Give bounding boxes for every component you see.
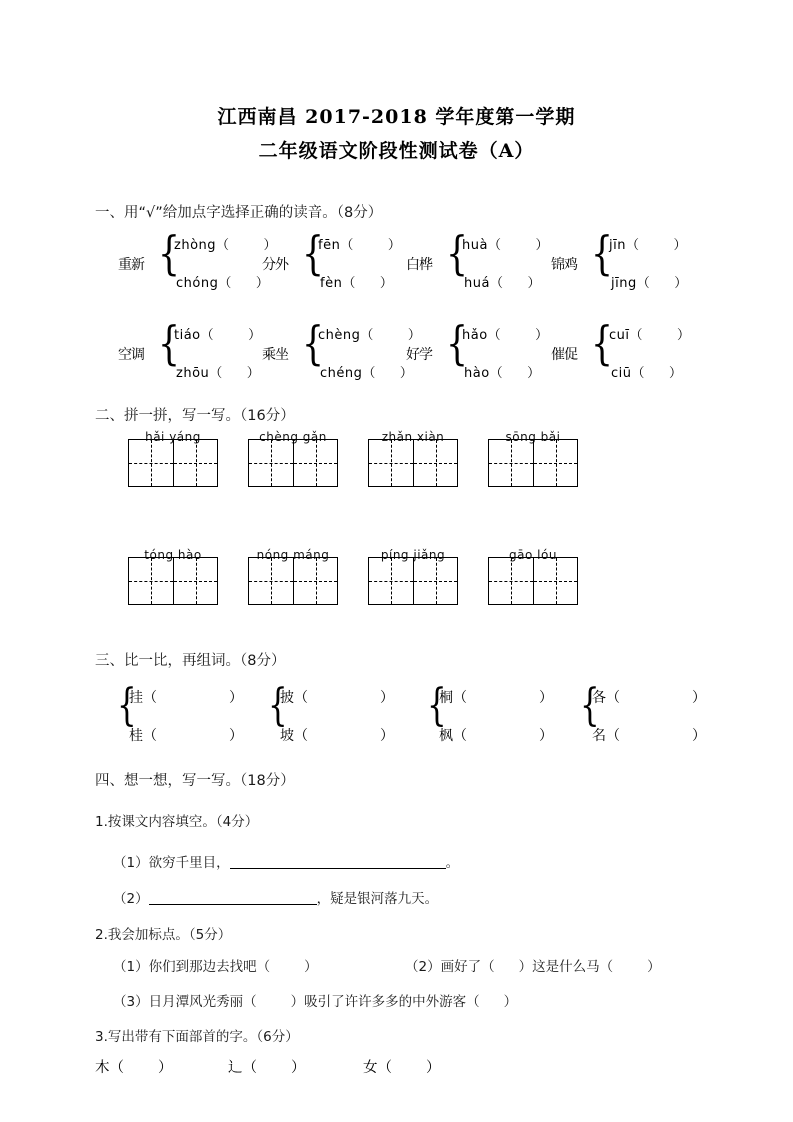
compare-char-top[interactable]: 各（ ） (592, 690, 706, 706)
tianzige-cell[interactable] (369, 558, 413, 604)
compare-char-group (117, 680, 267, 745)
write-box-group (128, 548, 218, 603)
radical-item-woman (363, 1056, 441, 1077)
section-4-sub2-heading: 2.我会加标点。（5分） (95, 927, 232, 943)
punctuation-question-2 (405, 955, 661, 975)
pinyin-option-top[interactable]: jīn（ ） (609, 238, 687, 253)
write-box-pinyin: nóng máng (256, 548, 330, 562)
fill-blank-question-2 (113, 887, 438, 907)
tianzige-cell[interactable] (173, 440, 217, 486)
pinyin-choice-group (551, 318, 721, 388)
pinyin-option-top[interactable]: chèng（ ） (318, 328, 422, 343)
question-text: （1）欲穷千里目， (113, 855, 230, 871)
tianzige-cell[interactable] (413, 558, 457, 604)
brace-icon: { (158, 316, 180, 370)
tianzige-grid[interactable] (368, 557, 458, 605)
pinyin-group-word: 重新 (118, 257, 144, 273)
write-box-pinyin: tóng hào (144, 548, 202, 562)
write-box-group (368, 430, 458, 485)
brace-icon: { (302, 226, 324, 280)
radical-item-wood (95, 1056, 173, 1077)
section-4-sub3-heading: 3.写出带有下面部首的字。（6分） (95, 1029, 299, 1045)
write-box-group (368, 548, 458, 603)
pinyin-option-bottom[interactable]: chóng（ ） (176, 276, 270, 291)
compare-char-top[interactable]: 披（ ） (280, 690, 394, 706)
pinyin-option-top[interactable]: hǎo（ ） (462, 328, 549, 343)
radical-char: 辶（ (228, 1060, 257, 1076)
brace-icon: { (580, 680, 600, 731)
punctuation-question-1 (113, 955, 318, 975)
title-line-1: 江西南昌 2017-2018 学年度第一学期 (217, 106, 576, 128)
compare-char-bottom[interactable]: 枫（ ） (439, 728, 553, 744)
paren-close: ） (158, 1060, 173, 1076)
section-3-heading: 三、比一比，再组词。（8分） (95, 653, 286, 669)
page-title (0, 100, 793, 168)
tianzige-cell[interactable] (249, 440, 293, 486)
tianzige-cell[interactable] (249, 558, 293, 604)
pinyin-option-top[interactable]: cuī（ ） (609, 328, 691, 343)
tianzige-cell[interactable] (129, 440, 173, 486)
tianzige-grid[interactable] (488, 557, 578, 605)
compare-char-top[interactable]: 桐（ ） (439, 690, 553, 706)
brace-icon: { (117, 680, 137, 731)
write-box-group (128, 430, 218, 485)
pinyin-group-word: 分外 (262, 257, 288, 273)
tianzige-cell[interactable] (489, 558, 533, 604)
compare-char-group (427, 680, 577, 745)
question-text: （2）画好了（ (405, 959, 495, 975)
tianzige-grid[interactable] (128, 439, 218, 487)
brace-icon: { (591, 316, 613, 370)
fill-blank-question-1 (113, 851, 459, 871)
question-text: （3）日月潭风光秀丽（ (113, 994, 257, 1010)
radical-char: 女（ (363, 1060, 392, 1076)
brace-icon: { (302, 316, 324, 370)
question-text: （1）你们到那边去找吧（ (113, 959, 271, 975)
pinyin-option-bottom[interactable]: ciū（ ） (611, 366, 683, 381)
pinyin-option-top[interactable]: zhòng（ ） (174, 238, 278, 253)
pinyin-option-top[interactable]: fēn（ ） (318, 238, 402, 253)
question-text-mid: ）这是什么马（ (518, 959, 614, 975)
tianzige-cell[interactable] (533, 440, 577, 486)
brace-icon: { (446, 316, 468, 370)
brace-icon: { (268, 680, 288, 731)
pinyin-option-bottom[interactable]: huá（ ） (464, 276, 541, 291)
tianzige-grid[interactable] (368, 439, 458, 487)
paren-close: ） (304, 959, 318, 975)
pinyin-group-word: 乘坐 (262, 347, 288, 363)
compare-char-bottom[interactable]: 桂（ ） (129, 728, 243, 744)
brace-icon: { (446, 226, 468, 280)
brace-icon: { (427, 680, 447, 731)
pinyin-group-word: 好学 (406, 347, 432, 363)
paren-close: ） (291, 1060, 306, 1076)
brace-icon: { (591, 226, 613, 280)
tianzige-cell[interactable] (129, 558, 173, 604)
pinyin-option-bottom[interactable]: fèn（ ） (320, 276, 394, 291)
title-line-2: 二年级语文阶段性测试卷（A） (258, 140, 535, 162)
tianzige-cell[interactable] (489, 440, 533, 486)
question-prefix: （2） (113, 891, 149, 907)
pinyin-option-bottom[interactable]: hào（ ） (464, 366, 541, 381)
write-box-pinyin: zhǎn xiàn (381, 430, 445, 444)
write-box-group (248, 548, 338, 603)
pinyin-option-top[interactable]: tiáo（ ） (174, 328, 262, 343)
write-box-group (248, 430, 338, 485)
paren-close: ） (426, 1060, 441, 1076)
radical-char: 木（ (95, 1060, 124, 1076)
pinyin-option-bottom[interactable]: jīng（ ） (611, 276, 688, 291)
tianzige-cell[interactable] (173, 558, 217, 604)
write-box-pinyin: píng jiǎng (380, 548, 446, 562)
section-2-heading: 二、拼一拼，写一写。（16分） (95, 408, 295, 424)
compare-char-group (268, 680, 418, 745)
write-box-group (488, 548, 578, 603)
pinyin-option-bottom[interactable]: zhōu（ ） (176, 366, 261, 381)
question-suffix: 。 (445, 855, 460, 871)
paren-close: ） (503, 994, 518, 1010)
section-4-heading: 四、想一想，写一写。（18分） (95, 773, 295, 789)
compare-char-bottom[interactable]: 坡（ ） (280, 728, 394, 744)
pinyin-group-word: 锦鸡 (551, 257, 577, 273)
write-box-pinyin: hǎi yáng (145, 430, 201, 444)
tianzige-cell[interactable] (293, 440, 337, 486)
compare-char-group (580, 680, 730, 745)
write-box-pinyin: chèng gǎn (259, 430, 327, 444)
write-box-pinyin: sōng bǎi (505, 430, 561, 444)
pinyin-option-bottom[interactable]: chéng（ ） (320, 366, 414, 381)
tianzige-cell[interactable] (369, 440, 413, 486)
section-4-sub1-heading: 1.按课文内容填空。（4分） (95, 814, 259, 830)
tianzige-grid[interactable] (488, 439, 578, 487)
tianzige-grid[interactable] (128, 557, 218, 605)
tianzige-cell[interactable] (293, 558, 337, 604)
tianzige-cell[interactable] (533, 558, 577, 604)
brace-icon: { (158, 226, 180, 280)
punctuation-question-3 (113, 990, 517, 1010)
question-text-mid: ）吸引了许许多多的中外游客（ (290, 994, 480, 1010)
write-box-group (488, 430, 578, 485)
answer-blank[interactable] (149, 891, 317, 905)
pinyin-group-word: 白桦 (406, 257, 432, 273)
tianzige-grid[interactable] (248, 439, 338, 487)
pinyin-choice-group (551, 228, 721, 298)
radical-item-walk (228, 1056, 306, 1077)
pinyin-group-word: 催促 (551, 347, 577, 363)
tianzige-cell[interactable] (413, 440, 457, 486)
paren-close: ） (647, 959, 661, 975)
section-1-heading: 一、用“√”给加点字选择正确的读音。（8分） (95, 205, 383, 221)
tianzige-grid[interactable] (248, 557, 338, 605)
pinyin-group-word: 空调 (118, 347, 144, 363)
answer-blank[interactable] (230, 855, 446, 869)
pinyin-option-top[interactable]: huà（ ） (462, 238, 549, 253)
write-box-pinyin: gāo lóu (509, 548, 557, 562)
compare-char-bottom[interactable]: 名（ ） (592, 728, 706, 744)
compare-char-top[interactable]: 挂（ ） (129, 690, 243, 706)
question-text: ，疑是银河落九天。 (316, 891, 439, 907)
